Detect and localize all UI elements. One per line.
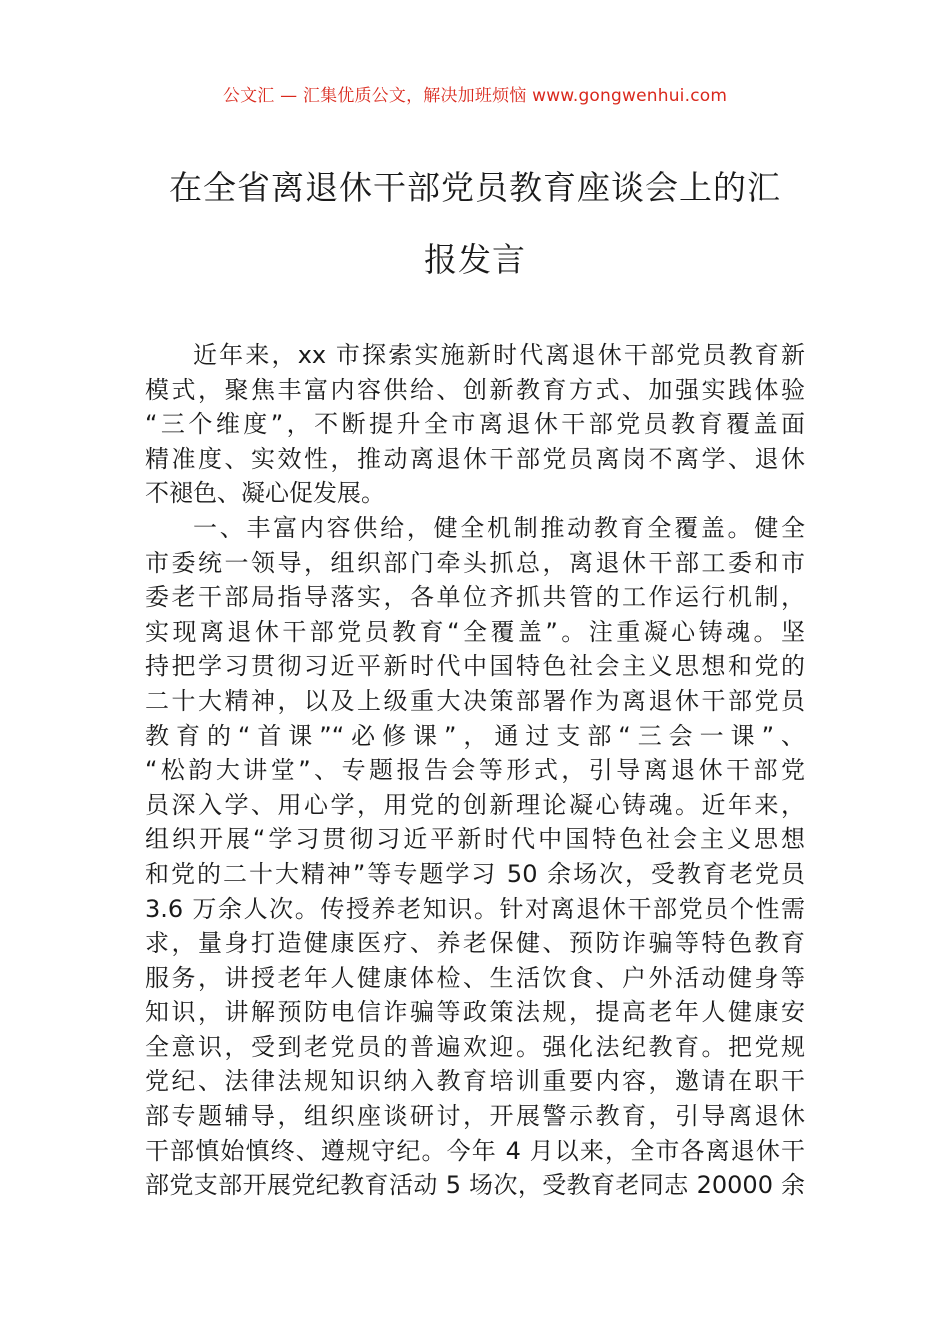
paragraph-line: 一、丰富内容供给，健全机制推动教育全覆盖。健全 bbox=[193, 513, 805, 542]
paragraph-line: 党纪、法律法规知识纳入教育培训重要内容，邀请在职干 bbox=[145, 1067, 805, 1096]
paragraph-line: 委老干部局指导落实，各单位齐抓共管的工作运行机制， bbox=[145, 583, 805, 612]
paragraph-line: 二十大精神，以及上级重大决策部署作为离退休干部党员 bbox=[145, 686, 805, 715]
paragraph-line: 实现离退休干部党员教育“全覆盖”。注重凝心铸魂。坚 bbox=[145, 617, 805, 646]
paragraph-line: 近年来，xx 市探索实施新时代离退休干部党员教育新 bbox=[193, 341, 805, 369]
paragraph-line: 干部慎始慎终、遵规守纪。今年 4 月以来，全市各离退休干 bbox=[145, 1136, 805, 1165]
paragraph-line: 3.6 万余人次。传授养老知识。针对离退休干部党员个性需 bbox=[145, 894, 805, 923]
paragraph-line: 部党支部开展党纪教育活动 5 场次，受教育老同志 20000 余 bbox=[145, 1171, 805, 1200]
title-line: 在全省离退休干部党员教育座谈会上的汇 bbox=[169, 168, 781, 207]
paragraph-line: 服务，讲授老年人健康体检、生活饮食、户外活动健身等 bbox=[145, 963, 805, 992]
document-title bbox=[120, 152, 830, 296]
paragraph-line: 不褪色、凝心促发展。 bbox=[145, 479, 385, 508]
paragraph-line: 知识，讲解预防电信诈骗等政策法规，提高老年人健康安 bbox=[145, 998, 805, 1027]
paragraph-line: 持把学习贯彻习近平新时代中国特色社会主义思想和党的 bbox=[145, 652, 805, 681]
document-body bbox=[145, 338, 805, 1203]
title-line: 报发言 bbox=[424, 240, 526, 279]
paragraph-line: 员深入学、用心学，用党的创新理论凝心铸魂。近年来， bbox=[145, 790, 805, 819]
paragraph-line: 精准度、实效性，推动离退休干部党员离岗不离学、退休 bbox=[145, 444, 805, 473]
paragraph-line: 模式，聚焦丰富内容供给、创新教育方式、加强实践体验 bbox=[145, 375, 805, 404]
paragraph-line: 部专题辅导，组织座谈研讨，开展警示教育，引导离退休 bbox=[145, 1102, 805, 1131]
paragraph-line: 教育的“首课”“必修课”，通过支部“三会一课”、 bbox=[145, 721, 805, 750]
paragraph-line: 组织开展“学习贯彻习近平新时代中国特色社会主义思想 bbox=[145, 825, 805, 854]
paragraph-line: “三个维度”，不断提升全市离退休干部党员教育覆盖面 bbox=[145, 410, 805, 439]
paragraph-line: 求，量身打造健康医疗、养老保健、预防诈骗等特色教育 bbox=[145, 929, 805, 958]
site-banner: 公文汇 — 汇集优质公文，解决加班烦恼 www.gongwenhui.com bbox=[222, 86, 728, 106]
paragraph-line: 和党的二十大精神”等专题学习 50 余场次，受教育老党员 bbox=[145, 859, 805, 888]
paragraph-line: 全意识，受到老党员的普遍欢迎。强化法纪教育。把党规 bbox=[145, 1032, 805, 1061]
paragraph-line: “松韵大讲堂”、专题报告会等形式，引导离退休干部党 bbox=[145, 756, 805, 785]
paragraph-line: 市委统一领导，组织部门牵头抓总，离退休干部工委和市 bbox=[145, 548, 805, 577]
